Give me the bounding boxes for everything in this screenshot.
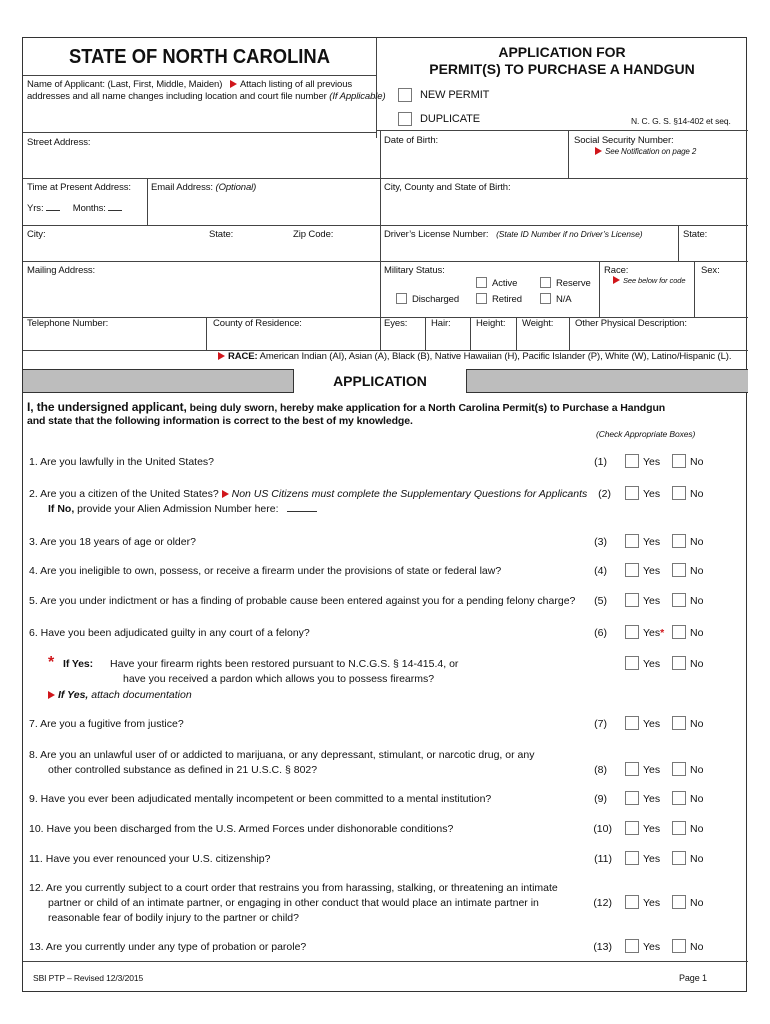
question-12-line-2: partner or child of an intimate partner, or engaging in other conduct that would place an intimate partner in — [48, 897, 539, 909]
ssn-note: See Notification on page 2 — [605, 147, 697, 156]
intro-line-2: and state that the following information is correct to the best of my knowledge. — [27, 415, 413, 427]
question-12-number: (12) — [593, 897, 612, 909]
q9-yes-checkbox[interactable] — [625, 791, 639, 805]
q13-no-label: No — [690, 941, 704, 953]
q9-yes-label: Yes — [643, 793, 661, 805]
question-11-number: (11) — [594, 853, 612, 865]
question-10-number: (10) — [593, 823, 612, 835]
q10-no-checkbox[interactable] — [672, 821, 686, 835]
question-13-number: (13) — [593, 941, 612, 953]
hair-label: Hair: — [431, 318, 451, 329]
question-8-line-1: 8. Are you an unlawful user of or addicted to marijuana, or any depressant, stimulant, or narcotic drug, or any — [29, 749, 535, 761]
na-label: N/A — [556, 294, 572, 305]
race-note: See below for code — [623, 276, 686, 285]
retired-label: Retired — [492, 294, 522, 305]
question-9-number: (9) — [594, 793, 607, 805]
q12-yes-label: Yes — [643, 897, 661, 909]
red-arrow-icon — [595, 147, 602, 155]
q12-no-label: No — [690, 897, 704, 909]
q13-no-checkbox[interactable] — [672, 939, 686, 953]
new-permit-checkbox[interactable] — [398, 88, 412, 102]
question-13: 13. Are you currently under any type of probation or parole? — [29, 941, 307, 953]
q9-no-label: No — [690, 793, 704, 805]
q6a-no-checkbox[interactable] — [672, 656, 686, 670]
question-2: 2. Are you a citizen of the United States? — [29, 488, 219, 500]
red-arrow-icon — [48, 691, 55, 699]
discharged-label: Discharged — [412, 294, 460, 305]
q3-yes-checkbox[interactable] — [625, 534, 639, 548]
check-note: (Check Appropriate Boxes) — [596, 429, 696, 439]
q6-yes-checkbox[interactable] — [625, 625, 639, 639]
q5-no-checkbox[interactable] — [672, 593, 686, 607]
q3-no-checkbox[interactable] — [672, 534, 686, 548]
question-4: 4. Are you ineligible to own, possess, or receive a firearm under the provisions of state or federal law? — [29, 565, 502, 577]
name-note-3: (If Applicable) — [329, 91, 386, 102]
page-number: Page 1 — [679, 973, 707, 983]
question-6-number: (6) — [594, 627, 607, 639]
duplicate-checkbox[interactable] — [398, 112, 412, 126]
revision-label: SBI PTP – Revised 12/3/2015 — [33, 973, 144, 983]
race-code-label: RACE: — [228, 351, 258, 362]
telephone-label: Telephone Number: — [27, 318, 109, 329]
q5-yes-checkbox[interactable] — [625, 593, 639, 607]
city-label: City: — [27, 229, 46, 240]
active-label: Active — [492, 278, 518, 289]
q6-sub-1: Have your firearm rights been restored pursuant to N.C.G.S. § 14-415.4, or — [110, 658, 459, 670]
q11-no-label: No — [690, 853, 704, 865]
q9-no-checkbox[interactable] — [672, 791, 686, 805]
q5-no-label: No — [690, 595, 704, 607]
question-5-number: (5) — [594, 595, 607, 607]
weight-label: Weight: — [522, 318, 554, 329]
application-form — [22, 37, 747, 992]
question-12-line-3: reasonable fear of bodily injury to the partner or child? — [48, 912, 299, 924]
q6a-yes-label: Yes — [643, 658, 661, 670]
question-7: 7. Are you a fugitive from justice? — [29, 718, 184, 730]
q2-yes-label: Yes — [643, 488, 661, 500]
q3-no-label: No — [690, 536, 704, 548]
q11-yes-checkbox[interactable] — [625, 851, 639, 865]
q10-yes-label: Yes — [643, 823, 661, 835]
yrs-label: Yrs: — [27, 203, 44, 214]
yrs-field[interactable] — [46, 203, 60, 211]
q2-yes-checkbox[interactable] — [625, 486, 639, 500]
q6-no-label: No — [690, 627, 704, 639]
sex-label: Sex: — [701, 265, 720, 276]
military-status-label: Military Status: — [384, 265, 445, 276]
name-note: Attach listing of all previous — [239, 79, 353, 90]
statute-ref: N. C. G. S. §14-402 et seq. — [631, 116, 731, 126]
q1-no-label: No — [690, 456, 704, 468]
q8-yes-label: Yes — [643, 764, 661, 776]
active-checkbox[interactable] — [476, 277, 487, 288]
alien-number-field[interactable] — [287, 504, 317, 512]
q11-no-checkbox[interactable] — [672, 851, 686, 865]
race-code-text: American Indian (AI), Asian (A), Black (B), Native Hawaiian (H), Pacific Islander (P), White (W), Latino/Hispanic (L). — [259, 351, 732, 362]
intro-lead: I, the undersigned applicant, — [27, 400, 187, 414]
q2-sub: provide your Alien Admission Number here: — [77, 503, 279, 515]
q4-yes-label: Yes — [643, 565, 661, 577]
q7-yes-label: Yes — [643, 718, 661, 730]
q11-yes-label: Yes — [643, 853, 661, 865]
q8-no-label: No — [690, 764, 704, 776]
q10-no-label: No — [690, 823, 704, 835]
question-6: 6. Have you been adjudicated guilty in any court of a felony? — [29, 627, 310, 639]
street-address-label: Street Address: — [27, 137, 91, 148]
q1-no-checkbox[interactable] — [672, 454, 686, 468]
question-2-number: (2) — [598, 488, 611, 500]
ssn-label: Social Security Number: — [574, 135, 674, 146]
q12-yes-checkbox[interactable] — [625, 895, 639, 909]
dob-label: Date of Birth: — [384, 135, 439, 146]
q6-attach: attach documentation — [91, 689, 192, 701]
time-present-label: Time at Present Address: — [27, 182, 131, 193]
county-label: County of Residence: — [213, 318, 302, 329]
question-4-number: (4) — [594, 565, 607, 577]
q10-yes-checkbox[interactable] — [625, 821, 639, 835]
state-label: State: — [209, 229, 234, 240]
new-permit-label: NEW PERMIT — [420, 89, 490, 101]
name-label: Name of Applicant: (Last, First, Middle, Maiden) — [27, 79, 223, 90]
reserve-checkbox[interactable] — [540, 277, 551, 288]
q13-yes-label: Yes — [643, 941, 661, 953]
q6a-yes-checkbox[interactable] — [625, 656, 639, 670]
q4-yes-checkbox[interactable] — [625, 563, 639, 577]
email-optional: (Optional) — [215, 182, 257, 193]
mailing-address-label: Mailing Address: — [27, 265, 96, 276]
q7-no-checkbox[interactable] — [672, 716, 686, 730]
asterisk-icon: * — [660, 627, 665, 639]
q6-no-checkbox[interactable] — [672, 625, 686, 639]
state-title: STATE OF NORTH CAROLINA — [69, 46, 330, 68]
question-11: 11. Have you ever renounced your U.S. citizenship? — [29, 853, 271, 865]
other-description-label: Other Physical Description: — [575, 318, 687, 329]
birthplace-label: City, County and State of Birth: — [384, 182, 511, 193]
zip-label: Zip Code: — [293, 229, 334, 240]
q6-ifyes: If Yes: — [63, 658, 94, 670]
q8-yes-checkbox[interactable] — [625, 762, 639, 776]
question-1: 1. Are you lawfully in the United States? — [29, 456, 215, 468]
red-arrow-icon — [613, 276, 620, 284]
app-title-1: APPLICATION FOR — [498, 44, 626, 60]
red-arrow-icon — [218, 352, 225, 360]
question-10: 10. Have you been discharged from the U.S. Armed Forces under dishonorable conditions? — [29, 823, 454, 835]
application-title: APPLICATION — [293, 369, 467, 393]
q6-yes-label: Yes — [643, 627, 661, 639]
red-arrow-icon — [222, 490, 229, 498]
discharged-checkbox[interactable] — [396, 293, 407, 304]
height-label: Height: — [476, 318, 506, 329]
question-5: 5. Are you under indictment or has a finding of probable cause been entered against you for a pending felony charge? — [29, 595, 576, 607]
q1-yes-checkbox[interactable] — [625, 454, 639, 468]
q6-attach-lead: If Yes, — [58, 689, 89, 701]
intro-rest: being duly sworn, hereby make application for a North Carolina Permit(s) to Purchase a Handgun — [189, 402, 666, 414]
question-8-number: (8) — [594, 764, 607, 776]
question-2-note: Non US Citizens must complete the Supplementary Questions for Applicants — [231, 488, 588, 500]
q2-sub-lead: If No, — [48, 503, 75, 515]
q2-no-label: No — [690, 488, 704, 500]
q3-yes-label: Yes — [643, 536, 661, 548]
question-3: 3. Are you 18 years of age or older? — [29, 536, 196, 548]
q12-no-checkbox[interactable] — [672, 895, 686, 909]
q5-yes-label: Yes — [643, 595, 661, 607]
q7-yes-checkbox[interactable] — [625, 716, 639, 730]
q7-no-label: No — [690, 718, 704, 730]
license-note: (State ID Number if no Driver’s License) — [496, 229, 643, 239]
q13-yes-checkbox[interactable] — [625, 939, 639, 953]
question-8-line-2: other controlled substance as defined in 21 U.S.C. § 802? — [48, 764, 318, 776]
reserve-label: Reserve — [556, 278, 591, 289]
retired-checkbox[interactable] — [476, 293, 487, 304]
race-label: Race: — [604, 265, 629, 276]
question-9: 9. Have you ever been adjudicated mentally incompetent or been committed to a mental institution? — [29, 793, 492, 805]
license-state-label: State: — [683, 229, 708, 240]
q6-sub-2: have you received a pardon which allows you to possess firearms? — [123, 673, 435, 685]
license-label: Driver’s License Number: — [384, 229, 489, 240]
question-1-number: (1) — [594, 456, 607, 468]
question-7-number: (7) — [594, 718, 607, 730]
question-3-number: (3) — [594, 536, 607, 548]
red-arrow-icon — [230, 80, 237, 88]
q2-no-checkbox[interactable] — [672, 486, 686, 500]
months-field[interactable] — [108, 203, 122, 211]
na-checkbox[interactable] — [540, 293, 551, 304]
q8-no-checkbox[interactable] — [672, 762, 686, 776]
q4-no-label: No — [690, 565, 704, 577]
name-note-2: addresses and all name changes including location and court file number — [27, 91, 327, 102]
question-12-line-1: 12. Are you currently subject to a court order that restrains you from harassing, stalking, or threatening an intimate — [29, 882, 558, 894]
months-label: Months: — [72, 203, 106, 214]
q1-yes-label: Yes — [643, 456, 661, 468]
eyes-label: Eyes: — [384, 318, 408, 329]
q6a-no-label: No — [690, 658, 704, 670]
duplicate-label: DUPLICATE — [420, 113, 481, 125]
q4-no-checkbox[interactable] — [672, 563, 686, 577]
asterisk-icon: * — [48, 654, 55, 671]
email-label: Email Address: — [151, 182, 213, 193]
app-title-2: PERMIT(S) TO PURCHASE A HANDGUN — [429, 61, 695, 77]
